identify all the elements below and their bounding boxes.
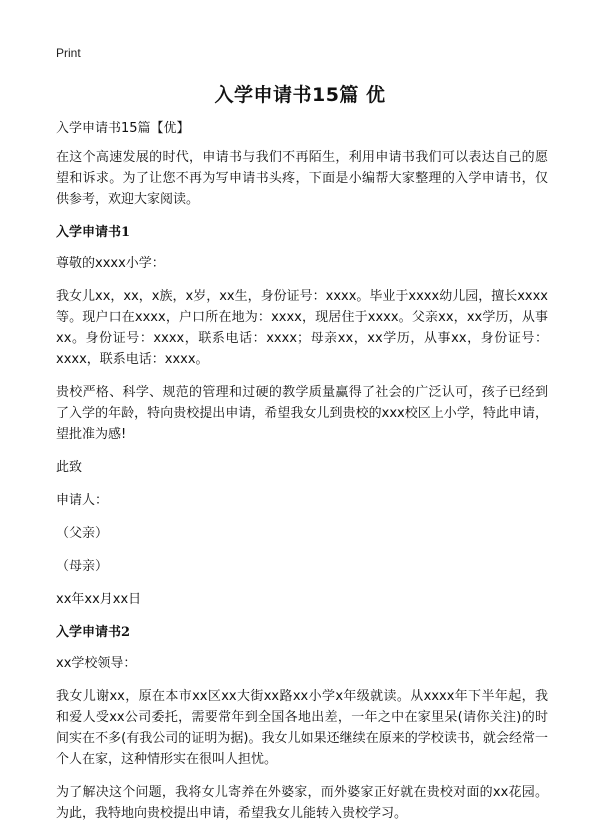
print-label: Print — [56, 46, 81, 60]
letter1-salutation: 尊敬的xxxx小学： — [56, 256, 165, 271]
letter2-heading: 入学申请书2 — [56, 625, 131, 640]
letter1-paragraph-2: 贵校严格、科学、规范的管理和过硬的教学质量赢得了社会的广泛认可，孩子已经到了入学的年龄，特向贵校提出申请，希望我女儿到贵校的xxx校区上小学，特此申请，望批准为感! — [56, 385, 548, 442]
letter1-paragraph-1: 我女儿xx，xx，x族，x岁，xx生，身份证号：xxxx。毕业于xxxx幼儿园，擅长xxxx等。现户口在xxxx，户口所在地为：xxxx，现居住于xxxx。父亲xx，xx学历，从事xx。身份证号：xxxx，联系电话：xxxx；母亲xx，xx学历，从事xx，身份证号：xxxx，联系电话：xxxx。 — [56, 289, 548, 367]
letter2-paragraph-2: 为了解决这个问题，我将女儿寄养在外婆家，而外婆家正好就在贵校对面的xx花园。为此，我特地向贵校提出申请，希望我女儿能转入贵校学习。 — [56, 785, 548, 821]
page-title: 入学申请书15篇 优 — [214, 84, 386, 106]
intro-paragraph: 在这个高速发展的时代，申请书与我们不再陌生，利用申请书我们可以表达自己的愿望和诉求。为了让您不再为写申请书头疼，下面是小编帮大家整理的入学申请书，仅供参考，欢迎大家阅读。 — [56, 150, 548, 207]
letter2-salutation: xx学校领导： — [56, 656, 137, 671]
letter1-mother: （母亲） — [56, 559, 109, 574]
letter2-paragraph-1: 我女儿谢xx，原在本市xx区xx大街xx路xx小学x年级就读。从xxxx年下半年起，我和爱人受xx公司委托，需要常年到全国各地出差，一年之中在家里呆(请你关注)的时间实在不多(有我公司的证明为据)。我女儿如果还继续在原来的学校读书，就会经常一个人在家，这种情形实在很叫人担忧。 — [56, 689, 548, 767]
letter1-date: xx年xx月xx日 — [56, 592, 142, 607]
letter1-father: （父亲） — [56, 526, 109, 541]
document-subtitle: 入学申请书15篇【优】 — [56, 121, 190, 136]
document-body — [56, 118, 548, 836]
letter1-applicant: 申请人： — [56, 493, 109, 508]
letter1-heading: 入学申请书1 — [56, 225, 131, 240]
letter1-closing: 此致 — [56, 460, 83, 475]
